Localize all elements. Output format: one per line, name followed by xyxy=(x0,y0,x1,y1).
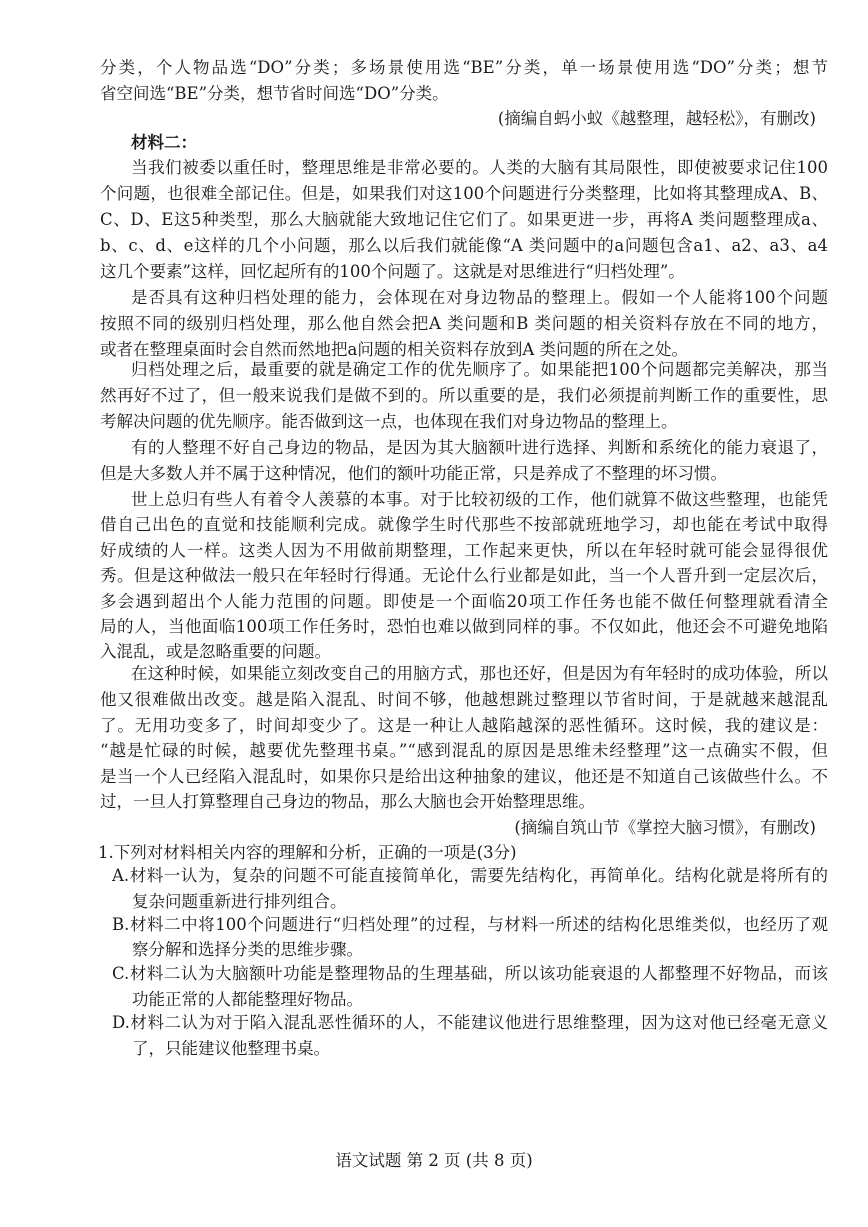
text-line: 当我们被委以重任时，整理思维是非常必要的。人类的大脑有其局限性，即使被要求记住100 xyxy=(131,158,828,177)
text-line: 个问题，也很难全部记住。但是，如果我们对这100个问题进行分类整理，比如将其整理成A、B、 xyxy=(100,184,828,203)
option-c: C.材料二认为大脑额叶功能是整理物品的生理基础，所以该功能衰退的人都整理不好物品，而该 xyxy=(112,964,828,983)
option-c-cont: 功能正常的人都能整理好物品。 xyxy=(132,990,363,1009)
text-line: 在这种时候，如果能立刻改变自己的用脑方式，那也还好，但是因为有年轻时的成功体验，所以 xyxy=(131,664,828,683)
text-line: 归档处理之后，最重要的就是确定工作的优先顺序了。如果能把100个问题都完美解决，那当 xyxy=(131,360,828,379)
text-line: 省空间选“BE”分类，想节省时间选“DO”分类。 xyxy=(100,84,449,103)
option-d-cont: 了，只能建议他整理书桌。 xyxy=(132,1039,330,1058)
page-footer: 语文试题 第 2 页 (共 8 页) xyxy=(335,1151,533,1170)
text-line: 好成绩的人一样。这类人因为不用做前期整理，工作起来更快，所以在年轻时就可能会显得很优 xyxy=(100,541,828,560)
text-line: 入混乱，或是忽略重要的问题。 xyxy=(100,642,331,661)
text-line: 过，一旦人打算整理自己身边的物品，那么大脑也会开始整理思维。 xyxy=(100,792,595,811)
text-line: 这几个要素”这样，回忆起所有的100个问题了。这就是对思维进行“归档处理”。 xyxy=(100,262,685,281)
text-line: b、c、d、e这样的几个小问题，那么以后我们就能像“A 类问题中的a问题包含a1、a2、a3、a4 xyxy=(100,236,828,255)
question-stem: 1.下列对材料相关内容的理解和分析，正确的一项是(3分) xyxy=(98,843,517,862)
text-line: 了。无用功变多了，时间却变少了。这是一种让人越陷越深的恶性循环。这时候，我的建议是： xyxy=(100,716,828,735)
section-heading: 材料二： xyxy=(131,133,197,152)
text-line: 按照不同的级别归档处理，那么他自然会把A 类问题和B 类问题的相关资料存放在不同的地方， xyxy=(100,314,828,333)
source-citation: (摘编自蚂小蚁《越整理，越轻松》，有删改) xyxy=(497,109,816,128)
option-a: A.材料一认为，复杂的问题不可能直接简单化，需要先结构化，再简单化。结构化就是将所有的 xyxy=(112,866,828,885)
text-line: 局的人，当他面临100项工作任务时，恐怕也难以做到同样的事。不仅如此，他还会不可避免地陷 xyxy=(100,617,828,636)
text-line: 或者在整理桌面时会自然而然地把a问题的相关资料存放到A 类问题的所在之处。 xyxy=(100,340,688,359)
text-line: 考解决问题的优先顺序。能否做到这一点，也体现在我们对身边物品的整理上。 xyxy=(100,412,678,431)
text-line: 是否具有这种归档处理的能力，会体现在对身边物品的整理上。假如一个人能将100个问题 xyxy=(131,288,828,307)
text-line: 世上总归有些人有着令人羡慕的本事。对于比较初级的工作，他们就算不做这些整理，也能凭 xyxy=(131,490,828,509)
text-line: 秀。但是这种做法一般只在年轻时行得通。无论什么行业都是如此，当一个人晋升到一定层次后， xyxy=(100,566,828,585)
text-line: 多会遇到超出个人能力范围的问题。即使是一个面临20项工作任务也能不做任何整理就看清全 xyxy=(100,592,828,611)
text-line: 是当一个人已经陷入混乱时，如果你只是给出这种抽象的建议，他还是不知道自己该做些什么。不 xyxy=(100,767,828,786)
option-b-cont: 察分解和选择分类的思维步骤。 xyxy=(132,940,363,959)
text-line: 但是大多数人并不属于这种情况，他们的额叶功能正常，只是养成了不整理的坏习惯。 xyxy=(100,464,727,483)
source-citation: (摘编自筑山节《掌控大脑习惯》，有删改) xyxy=(514,818,816,837)
text-line: 有的人整理不好自己身边的物品，是因为其大脑额叶进行选择、判断和系统化的能力衰退了， xyxy=(131,438,828,457)
option-a-cont: 复杂问题重新进行排列组合。 xyxy=(132,892,347,911)
option-b: B.材料二中将100个问题进行“归档处理”的过程，与材料一所述的结构化思维类似，也经历了观 xyxy=(112,915,828,934)
text-line: 分类，个人物品选“DO”分类；多场景使用选“BE”分类，单一场景使用选“DO”分类；想节 xyxy=(100,58,828,77)
text-line: 他又很难做出改变。越是陷入混乱、时间不够，他越想跳过整理以节省时间，于是就越来越混乱 xyxy=(100,690,828,709)
text-line: “越是忙碌的时候，越要优先整理书桌。”“感到混乱的原因是思维未经整理”这一点确实不假，但 xyxy=(100,741,828,760)
option-d: D.材料二认为对于陷入混乱恶性循环的人，不能建议他进行思维整理，因为这对他已经毫无意义 xyxy=(112,1013,828,1032)
text-line: C、D、E这5种类型，那么大脑就能大致地记住它们了。如果更进一步，再将A 类问题整理成a、 xyxy=(100,210,828,229)
text-line: 然再好不过了，但一般来说我们是做不到的。所以重要的是，我们必须提前判断工作的重要性，思 xyxy=(100,386,828,405)
text-line: 借自己出色的直觉和技能顺利完成。就像学生时代那些不按部就班地学习，却也能在考试中取得 xyxy=(100,515,828,534)
